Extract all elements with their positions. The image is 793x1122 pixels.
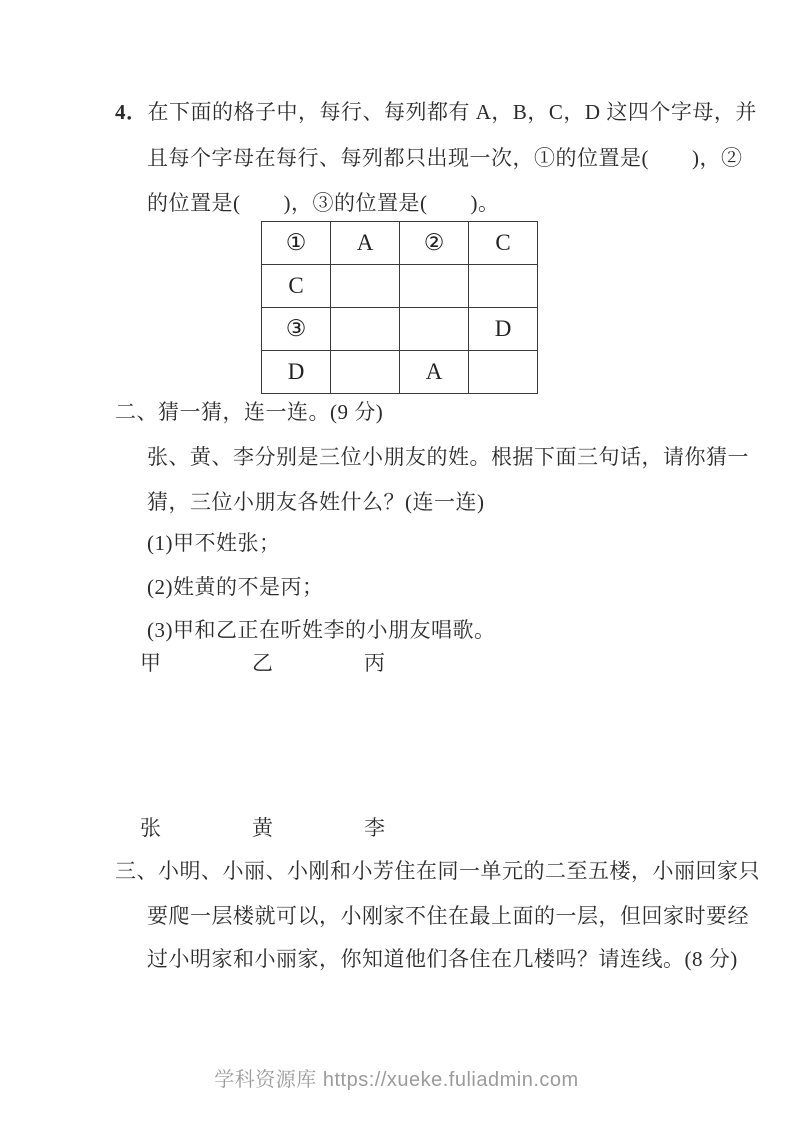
section2-heading: 二、猜一猜，连一连。(9 分)	[115, 400, 384, 424]
question4-line-1	[115, 99, 757, 125]
grid-cell-r4c3: A	[400, 351, 469, 394]
section2-intro-line-1: 张、黄、李分别是三位小朋友的姓。根据下面三句话，请你猜一	[147, 445, 749, 469]
match-name-jia: 甲	[140, 651, 161, 675]
section3-line-2: 要爬一层楼就可以，小刚家不住在最上面的一层，但回家时要经	[147, 904, 749, 928]
grid-cell-r1c1: ①	[262, 222, 331, 265]
section2-clue-2: (2)姓黄的不是丙；	[147, 575, 324, 599]
grid-cell-r3c1: ③	[262, 308, 331, 351]
grid-cell-r3c2	[331, 308, 400, 351]
match-name-yi: 乙	[252, 651, 273, 675]
letter-grid-table	[261, 221, 538, 394]
grid-cell-r4c4	[469, 351, 538, 394]
question4-line-1-text: 在下面的格子中，每行、每列都有 A，B，C，D 这四个字母，并	[147, 100, 757, 124]
match-row-people	[140, 647, 385, 677]
question4-line-2: 且每个字母在每行、每列都只出现一次，①的位置是( )，②	[147, 146, 743, 170]
section3-line-3: 过小明家和小丽家，你知道他们各住在几楼吗？请连线。(8 分)	[147, 947, 738, 971]
grid-cell-r2c1: C	[262, 265, 331, 308]
grid-cell-r4c2	[331, 351, 400, 394]
section3-line-1-text: 小明、小丽、小刚和小芳住在同一单元的二至五楼，小丽回家只	[158, 859, 760, 883]
footer-watermark: 学科资源库 https://xueke.fuliadmin.com	[214, 1069, 579, 1091]
grid-row-2	[262, 265, 538, 308]
grid-row-1	[262, 222, 538, 265]
match-name-bing: 丙	[364, 651, 385, 675]
grid-cell-r1c3: ②	[400, 222, 469, 265]
match-name-li: 李	[364, 816, 385, 840]
grid-row-3	[262, 308, 538, 351]
match-name-huang: 黄	[252, 816, 273, 840]
section3-line-1	[115, 858, 760, 884]
grid-cell-r2c2	[331, 265, 400, 308]
grid-cell-r3c3	[400, 308, 469, 351]
question4-number: 4．	[115, 100, 148, 124]
question4-line-3: 的位置是( )，③的位置是( )。	[147, 191, 500, 215]
section2-intro-line-2: 猜，三位小朋友各姓什么？(连一连)	[147, 490, 485, 514]
grid-cell-r1c4: C	[469, 222, 538, 265]
match-row-surnames	[140, 812, 385, 842]
section2-clue-1: (1)甲不姓张；	[147, 531, 281, 555]
grid-row-4	[262, 351, 538, 394]
section3-number: 三、	[115, 859, 158, 883]
section2-clue-3: (3)甲和乙正在听姓李的小朋友唱歌。	[147, 618, 496, 642]
grid-cell-r4c1: D	[262, 351, 331, 394]
match-name-zhang: 张	[140, 816, 161, 840]
grid-cell-r2c4	[469, 265, 538, 308]
grid-cell-r3c4: D	[469, 308, 538, 351]
grid-cell-r1c2: A	[331, 222, 400, 265]
grid-cell-r2c3	[400, 265, 469, 308]
